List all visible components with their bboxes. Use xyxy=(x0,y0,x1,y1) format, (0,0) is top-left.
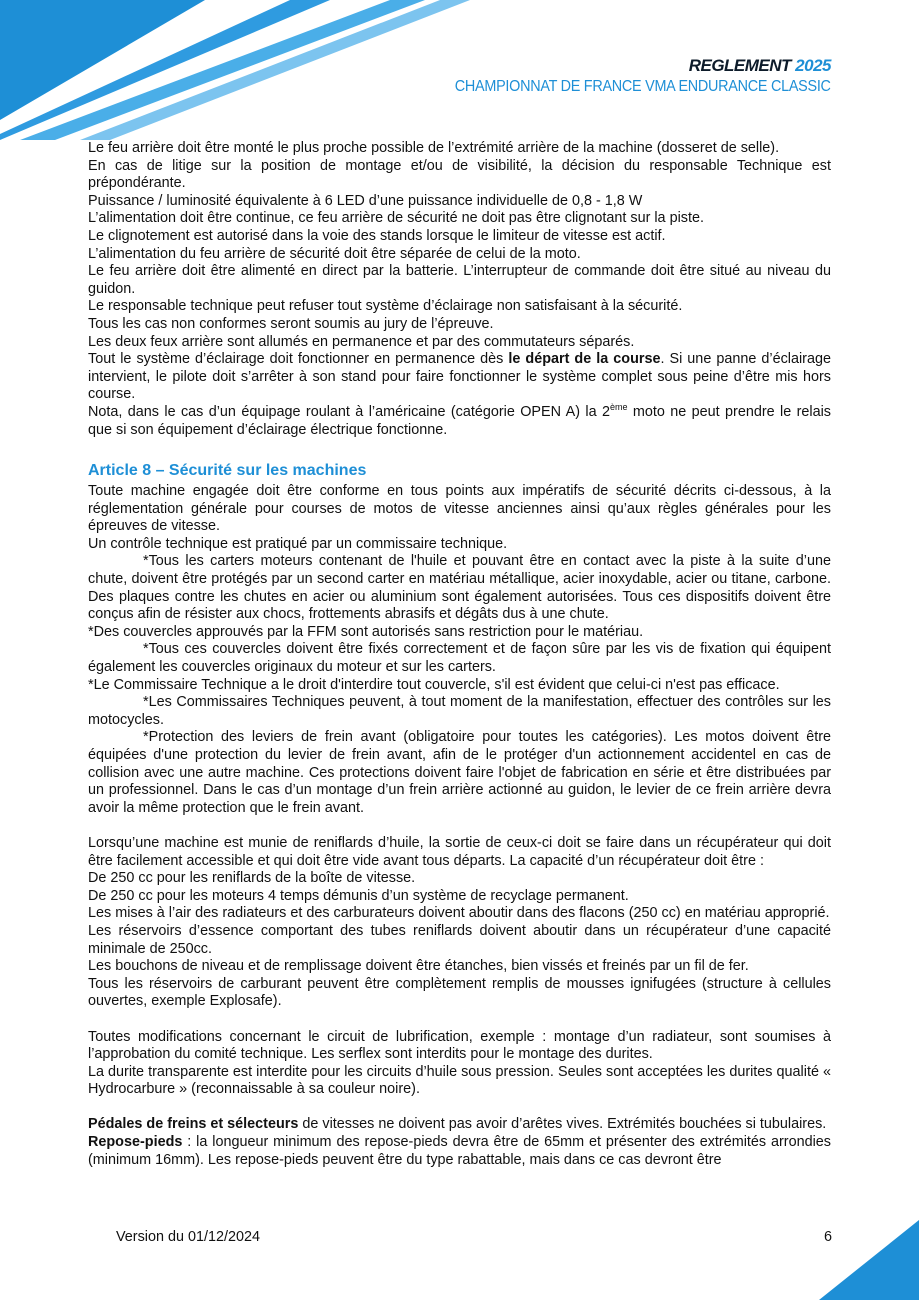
document-footer xyxy=(116,1229,832,1245)
paragraph: L’alimentation doit être continue, ce feu arrière de sécurité ne doit pas être clignotant sur la piste. xyxy=(88,210,704,227)
repose-paragraph xyxy=(88,1134,831,1169)
nota-text-after: moto ne peut prendre le relais que si son équipement d’éclairage électrique fonctionne. xyxy=(88,403,832,438)
reniflards-paragraph: Les réservoirs d’essence comportant des tubes reniflards doivent aboutir dans un récupérateur d’une capacité minimale de 250cc. xyxy=(88,922,831,957)
header-year: 2025 xyxy=(795,56,831,75)
header-championship: CHAMPIONNAT DE FRANCE VMA ENDURANCE CLASSIC xyxy=(455,78,831,95)
article-8-couvercles-fixation: *Tous ces couvercles doivent être fixés correctement et de façon sûre par les vis de fixation qui équipent également les couvercles originaux du moteur et sur les carters. xyxy=(88,641,831,676)
paragraph: Les deux feux arrière sont allumés en permanence et par des commutateurs séparés. xyxy=(88,333,635,350)
article-8-title: Article 8 – Sécurité sur les machines xyxy=(88,462,367,480)
header-regulation-line xyxy=(413,56,831,76)
pedales-text: de vitesses ne doivent pas avoir d’arêtes vives. Extrémités bouchées si tubulaires. xyxy=(298,1116,827,1133)
spacer xyxy=(88,1011,831,1029)
paragraph: Le feu arrière doit être alimenté en direct par la batterie. L’interrupteur de commande doit être situé au niveau du guidon. xyxy=(88,263,831,297)
pedales-paragraph xyxy=(88,1116,831,1134)
lighting-paragraph xyxy=(88,351,831,404)
repose-bold: Repose-pieds xyxy=(88,1134,183,1151)
article-8-intro: Toute machine engagée doit être conforme en tous points aux impératifs de sécurité décrits ci-dessous, à la réglementation générale pour courses de motos de vitesse anciennes ainsi qu’aux règles générales pour les épreuves de vitesse. xyxy=(88,483,831,535)
header-reglement: REGLEMENT xyxy=(688,56,791,75)
paragraph: Tous les cas non conformes seront soumis au jury de l’épreuve. xyxy=(88,315,494,332)
reniflards-paragraph: Les bouchons de niveau et de remplissage doivent être étanches, bien vissés et freinés par un fil de fer. xyxy=(88,958,749,975)
article-8-control: Un contrôle technique est pratiqué par un commissaire technique. xyxy=(88,535,508,552)
lighting-bold: le départ de la course xyxy=(508,351,661,368)
lubrification-paragraph: Toutes modifications concernant le circuit de lubrification, exemple : montage d’un radiateur, sont soumises à l’approbation du comité technique. Les serflex sont interdits pour le montage des durites. xyxy=(88,1028,831,1063)
reniflards-paragraph: Tous les réservoirs de carburant peuvent être complètement remplis de mousses ignifugées (structure à cellules ouvertes, exemple Explosafe). xyxy=(88,975,831,1010)
reniflards-paragraph: Lorsqu’une machine est munie de reniflards d’huile, la sortie de ceux-ci doit se faire dans un récupérateur qui doit être facilement accessible et qui doit être vide avant tous départs. La capacité d’un récupérateur doit être : xyxy=(88,834,831,869)
document-body xyxy=(88,140,831,1169)
nota-paragraph xyxy=(88,404,831,439)
spacer xyxy=(88,817,831,835)
lighting-text-after: . Si une panne d’éclairage intervient, le pilote doit s’arrêter à son stand pour faire fonctionner le système complet sous peine d’être mis hors course. xyxy=(88,351,831,403)
nota-text-before: Nota, dans le cas d’un équipage roulant à l’américaine (catégorie OPEN A) la 2 xyxy=(88,403,610,420)
article-8-leviers: *Protection des leviers de frein avant (obligatoire pour toutes les catégories). Les motos doivent être équipées d'une protection du levier de frein avant, afin de le protéger d'un actionnement accidentel en cas de collision avec une autre machine. Ces protections doivent faire l'objet de fabrication en série et être distribuées par un professionnel. Dans le cas d’un montage d’un frein arrière actionné au guidon, le levier de ce frein arrière devra avoir la même protection que le frein avant. xyxy=(88,729,831,816)
paragraph: Le responsable technique peut refuser tout système d’éclairage non satisfaisant à la sécurité. xyxy=(88,298,683,315)
paragraph: Puissance / luminosité équivalente à 6 LED d’une puissance individuelle de 0,8 - 1,8 W xyxy=(88,192,643,209)
spacer xyxy=(88,1099,831,1117)
paragraph: L’alimentation du feu arrière de sécurité doit être séparée de celui de la moto. xyxy=(88,245,581,262)
lubrification-paragraph: La durite transparente est interdite pour les circuits d’huile sous pression. Seules sont acceptées les durites qualité « Hydrocarbure » (reconnaissable à sa couleur noire). xyxy=(88,1063,831,1098)
paragraph: En cas de litige sur la position de montage et/ou de visibilité, la décision du responsable Technique est prépondérante. xyxy=(88,157,831,192)
document-header xyxy=(413,56,831,96)
reniflards-paragraph: De 250 cc pour les moteurs 4 temps démunis d’un système de recyclage permanent. xyxy=(88,887,629,904)
article-8-commissaire: *Le Commissaire Technique a le droit d'interdire tout couvercle, s'il est évident que celui-ci n'est pas efficace. xyxy=(88,676,780,693)
pedales-bold: Pédales de freins et sélecteurs xyxy=(88,1116,299,1133)
article-8-couvercles-ffm: *Des couvercles approuvés par la FFM sont autorisés sans restriction pour le matériau. xyxy=(88,623,644,640)
nota-superscript: ème xyxy=(609,402,628,413)
reniflards-paragraph: Les mises à l’air des radiateurs et des carburateurs doivent aboutir dans des flacons (250 cc) en matériau approprié. xyxy=(88,905,830,922)
footer-version: Version du 01/12/2024 xyxy=(116,1229,261,1245)
article-8-controles: *Les Commissaires Techniques peuvent, à tout moment de la manifestation, effectuer des contrôles sur les motocycles. xyxy=(88,694,831,728)
paragraph: Le clignotement est autorisé dans la voie des stands lorsque le limiteur de vitesse est actif. xyxy=(88,227,666,244)
paragraph: Le feu arrière doit être monté le plus proche possible de l’extrémité arrière de la machine (dosseret de selle). xyxy=(88,140,780,156)
footer-corner-decoration xyxy=(819,1220,919,1300)
reniflards-paragraph: De 250 cc pour les reniflards de la boîte de vitesse. xyxy=(88,870,416,887)
repose-text: : la longueur minimum des repose-pieds devra être de 65mm et présenter des extrémités arrondies (minimum 16mm). Les repose-pieds peuvent être du type rabattable, mais dans ce cas devront être xyxy=(88,1134,831,1168)
header-stripes-decoration xyxy=(0,0,470,140)
lighting-text-before: Tout le système d’éclairage doit fonctionner en permanence dès xyxy=(88,351,509,368)
article-8-carters: *Tous les carters moteurs contenant de l'huile et pouvant être en contact avec la piste à la suite d’une chute, doivent être protégés par un second carter en matériau métallique, acier inoxydable, acier ou titane, carbone. Des plaques contre les chutes en acier ou aluminium sont également autorisées. Tous ces dispositifs doivent être conçus afin de résister aux chocs, frottements abrasifs et dégâts dus à une chute. xyxy=(88,553,831,623)
page-number: 6 xyxy=(823,1229,832,1245)
